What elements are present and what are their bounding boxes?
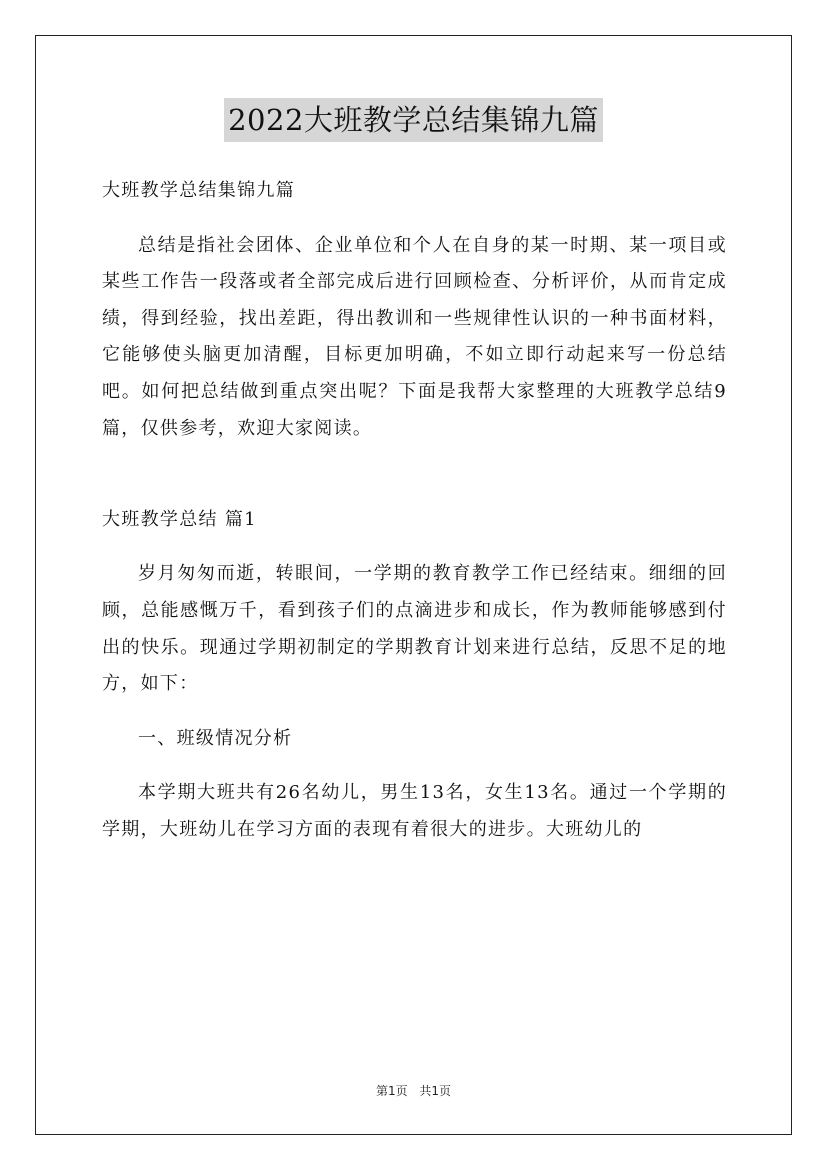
- document-body: [102, 173, 727, 849]
- spacer: [102, 538, 727, 556]
- document-subtitle: 大班教学总结集锦九篇: [102, 180, 295, 201]
- intro-paragraph: 总结是指社会团体、企业单位和个人在自身的某一时期、某一项目或某些工作告一段落或者全部完成后进行回顾检查、分析评价，从而肯定成绩，得到经验，找出差距，得出教训和一些规律性认识的一种书面材料，它能够使头脑更加清醒，目标更加明确，不如立即行动起来写一份总结吧。如何把总结做到重点突出呢？下面是我帮大家整理的大班教学总结9篇，仅供参考，欢迎大家阅读。: [102, 234, 727, 439]
- body-paragraph: 岁月匆匆而逝，转眼间，一学期的教育教学工作已经结束。细细的回顾，总能感慨万千，看到孩子们的点滴进步和成长，作为教师能够感到付出的快乐。现通过学期初制定的学期教育计划来进行总结，反思不足的地方，如下：: [102, 563, 727, 695]
- spacer: [102, 757, 727, 775]
- title-container: [0, 98, 827, 142]
- spacer: [102, 484, 727, 502]
- section-subheading: 一、班级情况分析: [138, 727, 293, 749]
- body-paragraph: 本学期大班共有26名幼儿，男生13名，女生13名。通过一个学期的学期，大班幼儿在学习方面的表现有着很大的进步。大班幼儿的: [102, 782, 727, 840]
- spacer: [102, 210, 727, 228]
- spacer: [102, 447, 727, 484]
- page-number-current: 第1页: [375, 1084, 408, 1098]
- document-title: 2022大班教学总结集锦九篇: [224, 98, 603, 142]
- spacer: [102, 703, 727, 721]
- page-footer: [0, 1083, 827, 1099]
- section-title: 大班教学总结 篇1: [102, 508, 257, 530]
- page-number-total: 共1页: [419, 1084, 452, 1098]
